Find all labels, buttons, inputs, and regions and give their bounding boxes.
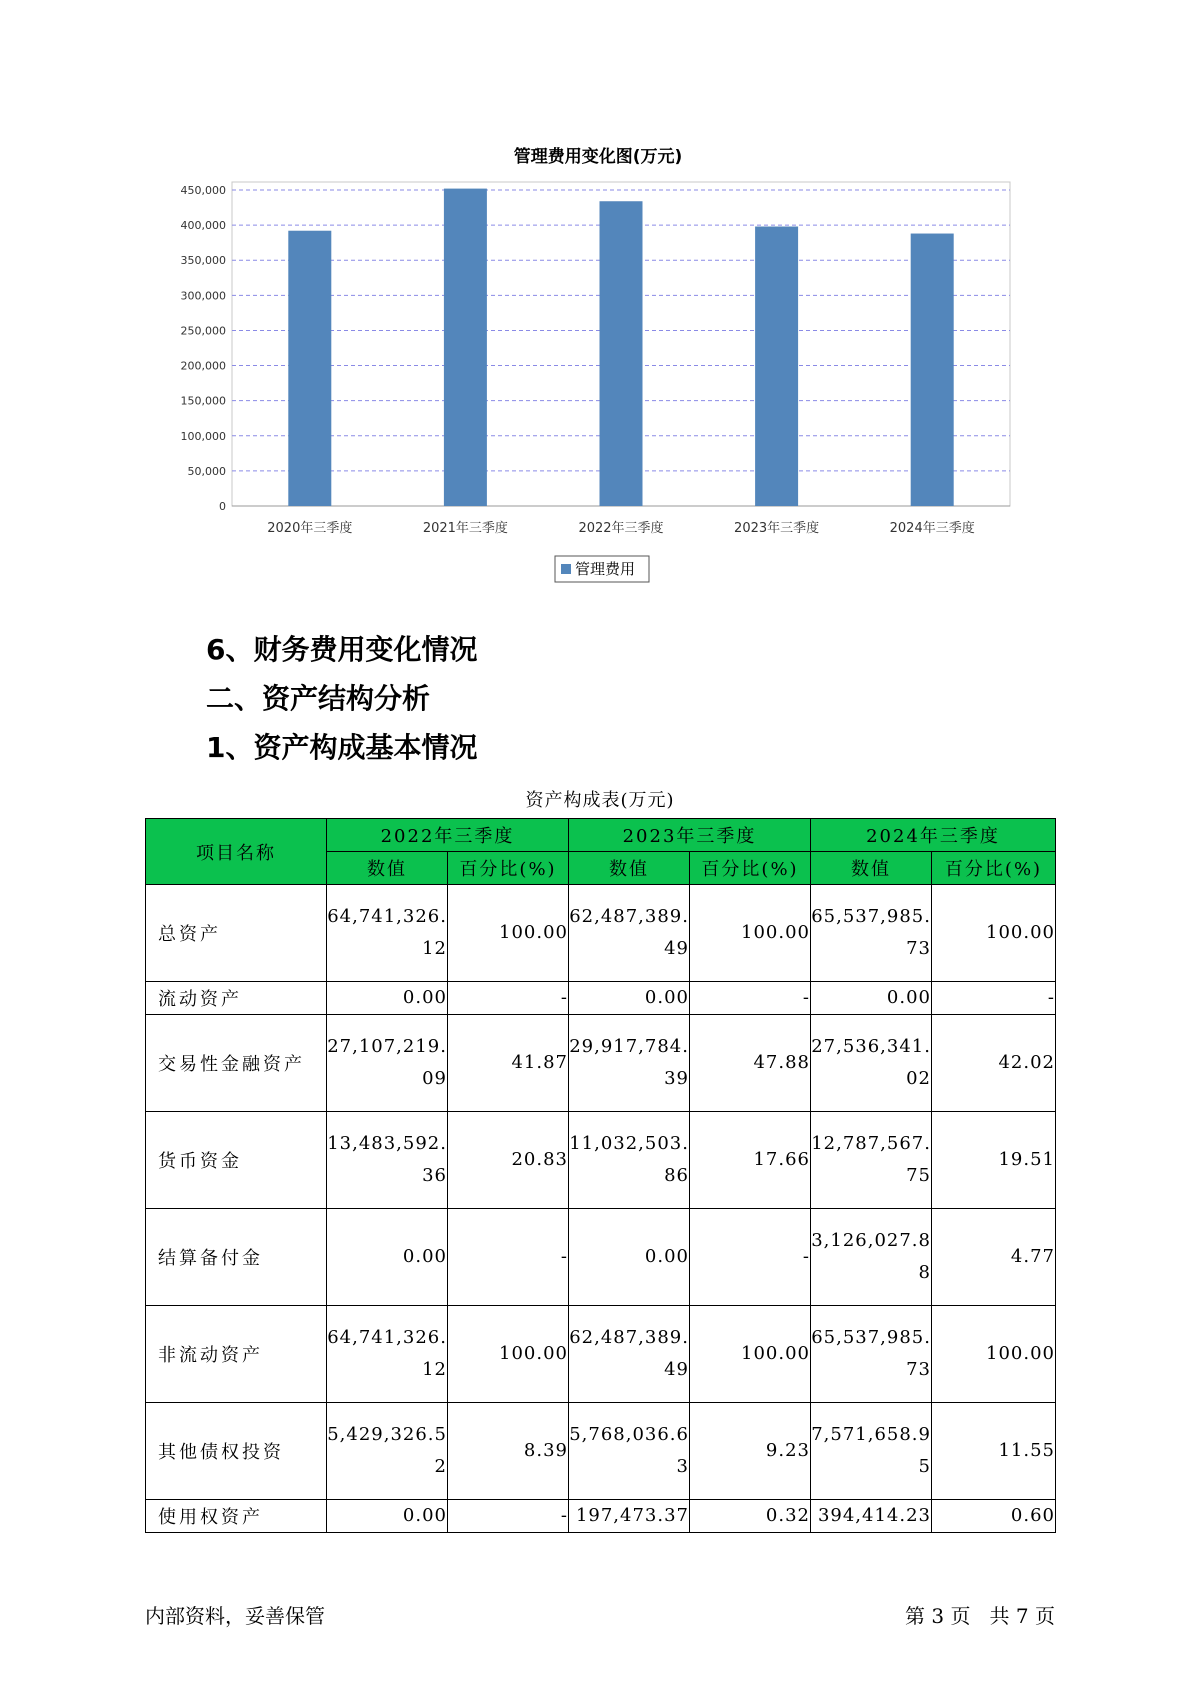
- cell-pct: 20.83: [448, 1112, 569, 1209]
- header-value: 数值: [569, 852, 690, 885]
- row-name: 交易性金融资产: [146, 1015, 327, 1112]
- y-tick-label: 150,000: [180, 394, 226, 408]
- cell-value: 65,537,985.73: [811, 1306, 932, 1403]
- cell-value: 5,768,036.63: [569, 1403, 690, 1500]
- x-tick-label: 2024年三季度: [889, 521, 975, 536]
- heading-asset-composition: 1、资产构成基本情况: [206, 731, 478, 764]
- x-tick-label: 2023年三季度: [734, 521, 820, 536]
- cell-pct: 100.00: [448, 885, 569, 982]
- footer-page-number: 第 3 页 共 7 页: [905, 1604, 1055, 1628]
- header-value: 数值: [811, 852, 932, 885]
- cell-pct: 0.32: [690, 1500, 811, 1533]
- x-tick-label: 2020年三季度: [267, 521, 353, 536]
- cell-value: 5,429,326.52: [327, 1403, 448, 1500]
- row-name: 结算备付金: [146, 1209, 327, 1306]
- asset-composition-table: [145, 818, 1056, 1533]
- bar-2020年三季度: [288, 231, 331, 506]
- row-name: 货币资金: [146, 1112, 327, 1209]
- row-name: 使用权资产: [146, 1500, 327, 1533]
- legend-label: 管理费用: [575, 560, 636, 578]
- cell-value: 0.00: [569, 1209, 690, 1306]
- cell-pct: 100.00: [690, 1306, 811, 1403]
- table-row: [146, 1112, 1056, 1209]
- cell-value: 65,537,985.73: [811, 885, 932, 982]
- cell-pct: 17.66: [690, 1112, 811, 1209]
- cell-pct: -: [690, 982, 811, 1015]
- cell-pct: 100.00: [448, 1306, 569, 1403]
- y-tick-label: 250,000: [180, 324, 226, 338]
- cell-pct: 100.00: [690, 885, 811, 982]
- cell-pct: -: [448, 1209, 569, 1306]
- y-tick-label: 300,000: [180, 289, 226, 303]
- cell-pct: 11.55: [932, 1403, 1056, 1500]
- y-tick-label: 0: [219, 500, 226, 513]
- cell-pct: 19.51: [932, 1112, 1056, 1209]
- header-period-2024: 2024年三季度: [811, 819, 1056, 852]
- cell-value: 64,741,326.12: [327, 885, 448, 982]
- chart-title: 管理费用变化图(万元): [513, 147, 683, 167]
- legend-swatch: [561, 564, 571, 574]
- cell-value: 13,483,592.36: [327, 1112, 448, 1209]
- table-row: [146, 1015, 1056, 1112]
- table-row: [146, 1306, 1056, 1403]
- cell-value: 0.00: [569, 982, 690, 1015]
- table-caption: 资产构成表(万元): [525, 790, 675, 811]
- cell-value: 27,107,219.09: [327, 1015, 448, 1112]
- cell-pct: -: [448, 982, 569, 1015]
- cell-pct: 42.02: [932, 1015, 1056, 1112]
- cell-pct: -: [448, 1500, 569, 1533]
- cell-pct: 41.87: [448, 1015, 569, 1112]
- cell-value: 29,917,784.39: [569, 1015, 690, 1112]
- cell-value: 0.00: [327, 982, 448, 1015]
- y-tick-label: 350,000: [180, 254, 226, 268]
- header-pct: 百分比(%): [448, 852, 569, 885]
- cell-pct: 100.00: [932, 1306, 1056, 1403]
- admin-expense-chart: [148, 130, 1048, 600]
- bar-2023年三季度: [755, 227, 798, 506]
- chart-canvas: [148, 130, 1048, 600]
- cell-pct: 47.88: [690, 1015, 811, 1112]
- cell-value: 11,032,503.86: [569, 1112, 690, 1209]
- y-tick-label: 50,000: [187, 464, 226, 478]
- header-period-2023: 2023年三季度: [569, 819, 811, 852]
- cell-pct: 4.77: [932, 1209, 1056, 1306]
- cell-pct: 9.23: [690, 1403, 811, 1500]
- table-row: [146, 885, 1056, 982]
- header-period-2022: 2022年三季度: [327, 819, 569, 852]
- header-value: 数值: [327, 852, 448, 885]
- row-name: 总资产: [146, 885, 327, 982]
- cell-pct: 100.00: [932, 885, 1056, 982]
- cell-value: 64,741,326.12: [327, 1306, 448, 1403]
- cell-value: 27,536,341.02: [811, 1015, 932, 1112]
- cell-pct: -: [690, 1209, 811, 1306]
- cell-value: 62,487,389.49: [569, 885, 690, 982]
- bar-2024年三季度: [911, 234, 954, 506]
- cell-pct: -: [932, 982, 1056, 1015]
- table-row: [146, 1403, 1056, 1500]
- row-name: 流动资产: [146, 982, 327, 1015]
- header-item-name: 项目名称: [146, 819, 327, 885]
- x-tick-label: 2021年三季度: [422, 521, 508, 536]
- cell-value: 62,487,389.49: [569, 1306, 690, 1403]
- cell-value: 0.00: [327, 1500, 448, 1533]
- cell-value: 197,473.37: [569, 1500, 690, 1533]
- cell-value: 0.00: [327, 1209, 448, 1306]
- bar-2021年三季度: [444, 189, 487, 506]
- table-row: [146, 1209, 1056, 1306]
- y-tick-label: 200,000: [180, 359, 226, 373]
- heading-finance-expense: 6、财务费用变化情况: [206, 633, 478, 666]
- cell-pct: 0.60: [932, 1500, 1056, 1533]
- cell-value: 0.00: [811, 982, 932, 1015]
- table-row: [146, 1500, 1056, 1533]
- cell-value: 7,571,658.95: [811, 1403, 932, 1500]
- row-name: 其他债权投资: [146, 1403, 327, 1500]
- row-name: 非流动资产: [146, 1306, 327, 1403]
- cell-value: 12,787,567.75: [811, 1112, 932, 1209]
- cell-value: 394,414.23: [811, 1500, 932, 1533]
- cell-value: 3,126,027.88: [811, 1209, 932, 1306]
- bar-2022年三季度: [600, 201, 643, 506]
- x-tick-label: 2022年三季度: [578, 521, 664, 536]
- header-pct: 百分比(%): [690, 852, 811, 885]
- y-tick-label: 400,000: [180, 219, 226, 233]
- heading-asset-structure: 二、资产结构分析: [206, 682, 431, 715]
- footer-confidential: 内部资料，妥善保管: [145, 1604, 325, 1628]
- cell-pct: 8.39: [448, 1403, 569, 1500]
- y-tick-label: 100,000: [180, 429, 226, 443]
- y-tick-label: 450,000: [180, 184, 226, 197]
- table-row: [146, 982, 1056, 1015]
- header-pct: 百分比(%): [932, 852, 1056, 885]
